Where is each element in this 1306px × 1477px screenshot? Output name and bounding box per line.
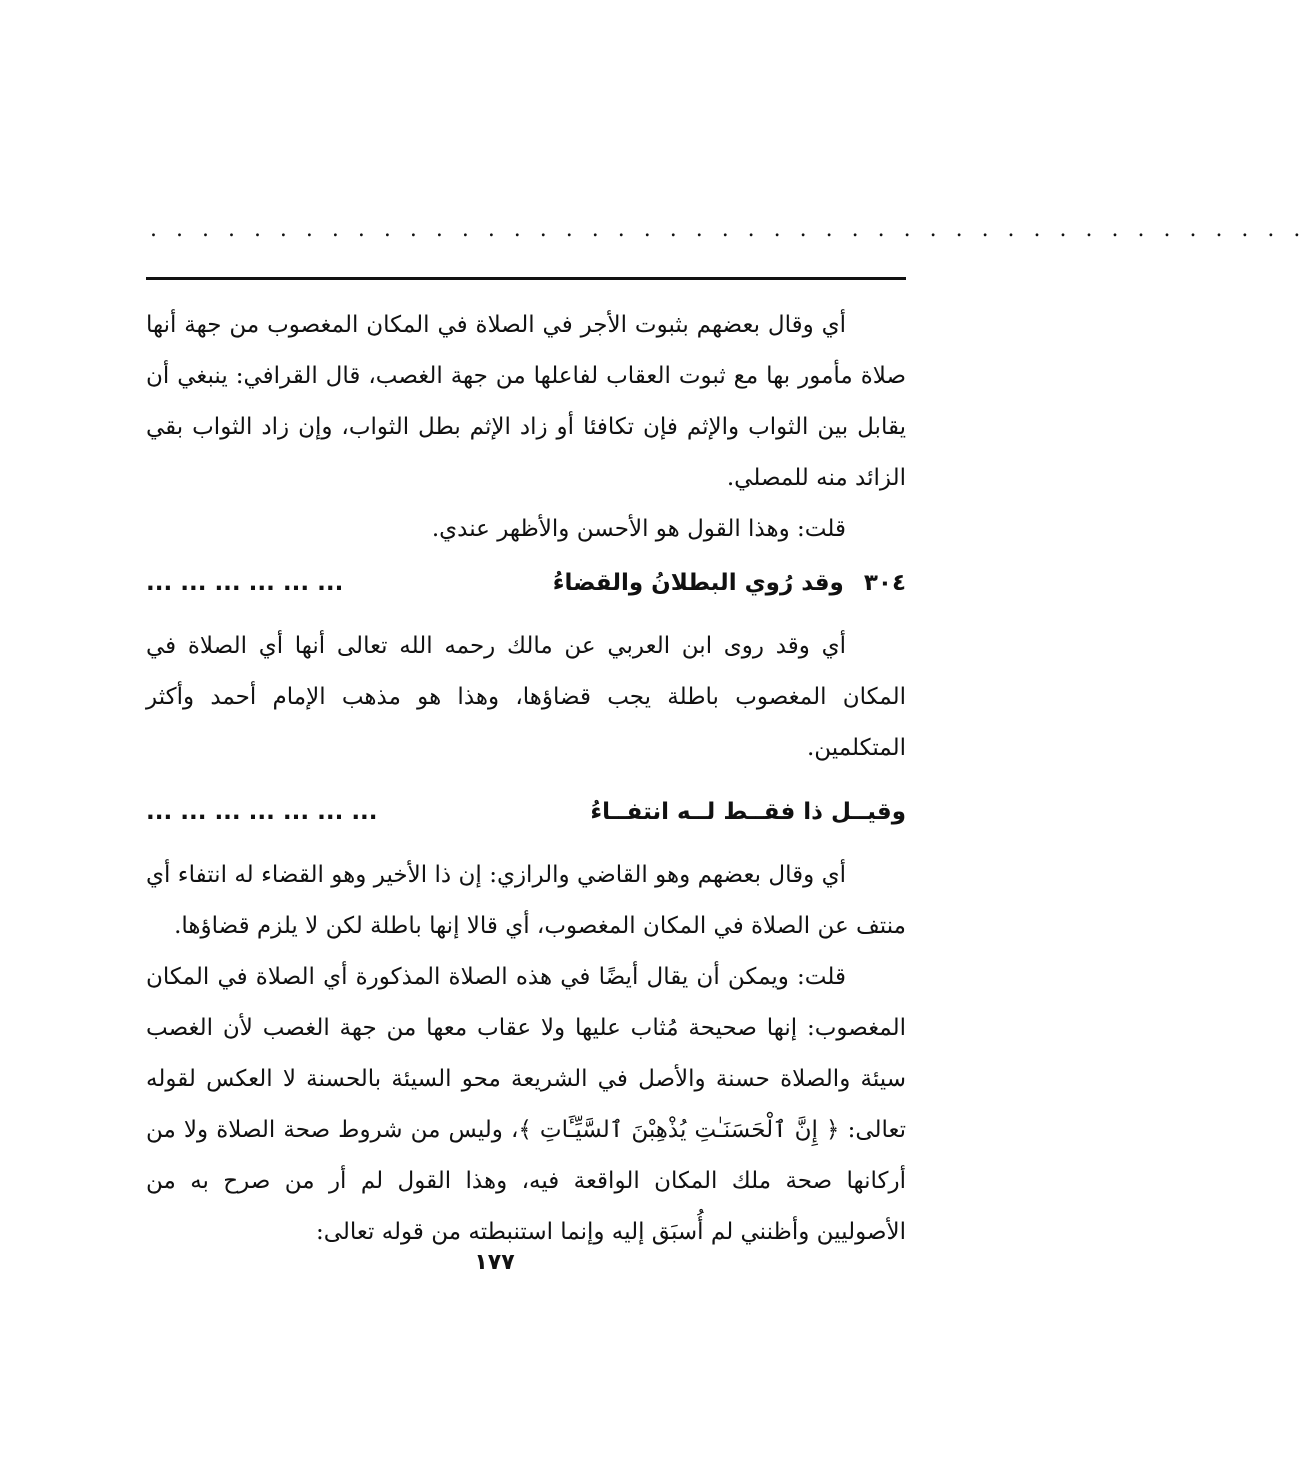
commentary-paragraph-3: أي وقال بعضهم وهو القاضي والرازي: إن ذا الأخير وهو القضاء له انتفاء أي منتف عن الصلاة في المكان المغصوب، أي قالا إنها باطلة لكن لا يلزم قضاؤها.: [146, 862, 906, 939]
header-rule: [146, 277, 906, 280]
author-note-1: قلت: وهذا القول هو الأحسن والأظهر عندي.: [431, 516, 846, 542]
header-dotted-line: . . . . . . . . . . . . . . . . . . . . . . . . . . . . . . . . . . . . . . . . . . . . .: [150, 217, 1306, 242]
verse-line-304: [146, 555, 906, 611]
page-number: ١٧٧: [474, 1250, 515, 1275]
verse-number: ٣٠٤: [863, 570, 906, 596]
verse-line-2: [146, 784, 906, 840]
page-body: [146, 300, 906, 1258]
commentary-paragraph-1: أي وقال بعضهم بثبوت الأجر في الصلاة في المكان المغصوب من جهة أنها صلاة مأمور بها مع ثبوت العقاب لفاعلها من جهة الغصب، قال القرافي: ينبغي أن يقابل بين الثواب والإثم فإن تكافئا أو زاد الإثم بطل الثواب، وإن زاد الثواب بقي الزائد منه للمصلي.: [146, 312, 907, 491]
verse-text: وقد رُوي البطلانُ والقضاءُ: [552, 570, 844, 596]
commentary-paragraph-2: أي وقد روى ابن العربي عن مالك رحمه الله تعالى أنها أي الصلاة في المكان المغصوب باطلة يجب قضاؤها، وهذا هو مذهب الإمام أحمد وأكثر المتكلمين.: [146, 633, 906, 761]
verse-ellipsis: ... ... ... ... ... ...: [146, 570, 344, 596]
verse-ellipsis: ... ... ... ... ... ... ...: [146, 799, 378, 825]
author-note-2: قلت: ويمكن أن يقال أيضًا في هذه الصلاة المذكورة أي الصلاة في المكان المغصوب: إنها صحيحة مُثاب عليها ولا عقاب معها من جهة الغصب لأن الغصب سيئة والصلاة حسنة والأصل في الشريعة محو السيئة بالحسنة لا العكس لقوله تعالى: ﴿ إِنَّ ٱلْحَسَنَـٰتِ يُذْهِبْنَ ٱلسَّيِّـَٔاتِ ﴾، وليس من شروط صحة الصلاة ولا من أركانها صحة ملك المكان الواقعة فيه، وهذا القول لم أر من صرح به من الأصوليين وأظنني لم أُسبَق إليه وإنما استنبطته من قوله تعالى:: [146, 964, 906, 1245]
verse-text: وقيــل ذا فقــط لــه انتفــاءُ: [590, 799, 906, 825]
